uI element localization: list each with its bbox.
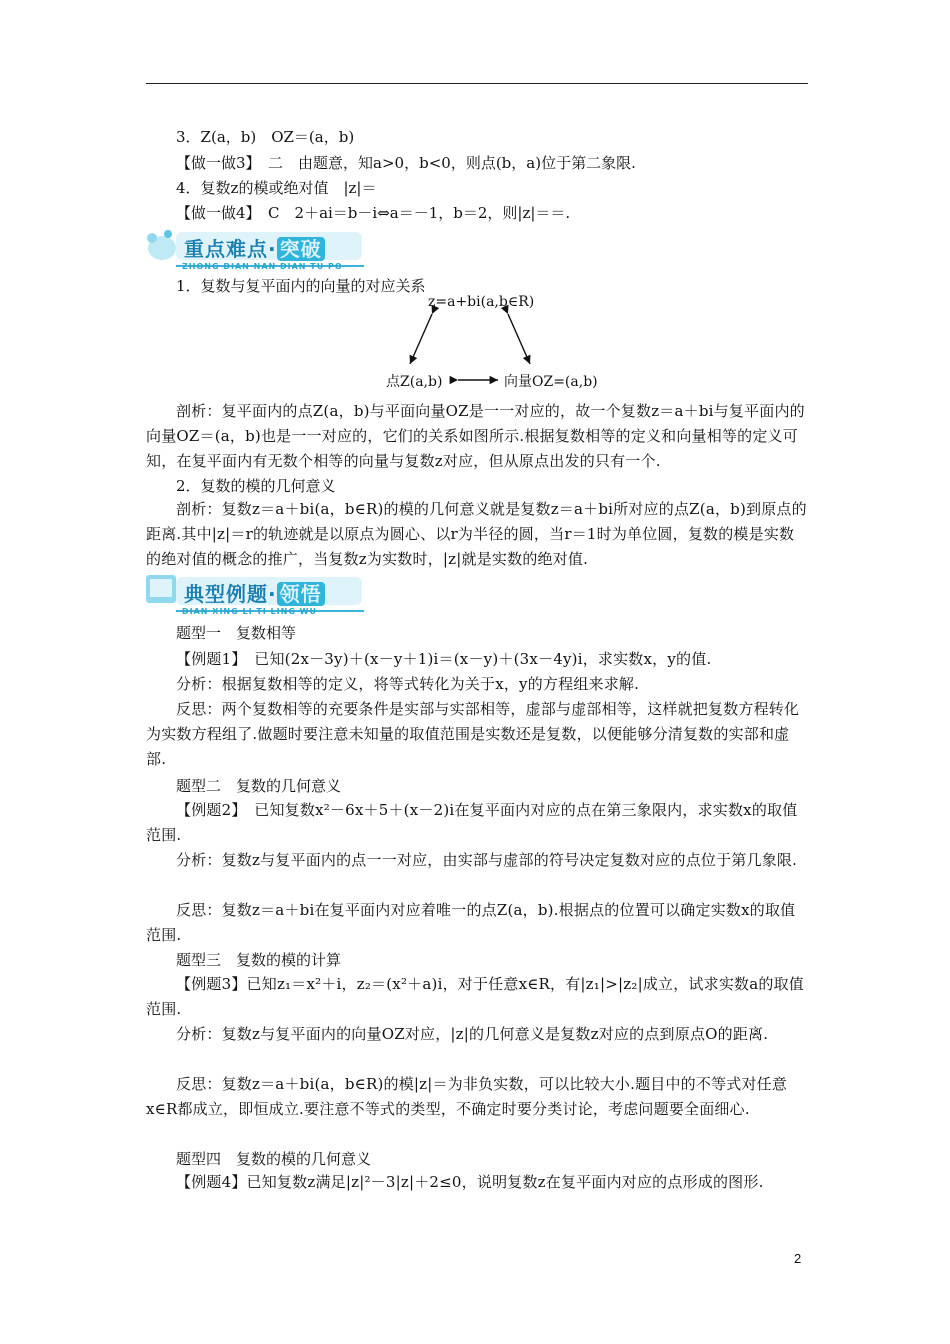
banner2-pinyin: DIAN XING LI TI LING WU [182, 607, 317, 616]
line-3: 3．Z(a，b) OZ＝(a，b) [176, 128, 355, 146]
arrow-right [508, 314, 530, 364]
page-number: 2 [794, 1251, 802, 1266]
typical-examples-banner [142, 571, 372, 619]
arrow-left [410, 314, 432, 364]
example-2: 【例题2】 已知复数x²－6x＋5＋(x－2)i在复平面内对应的点在第三象限内，求实数x的取值范围. [146, 801, 798, 844]
analysis-1: 剖析：复平面内的点Z(a，b)与平面向量OZ是一一对应的，故一个复数z＝a＋bi与复平面内的向量OZ＝(a，b)也是一一对应的，它们的关系如图所示.根据复数相等的定义和向量相等的定义可知，在复平面内有无数个相等的向量与复数z对应，但从原点出发的只有一个. [146, 402, 805, 470]
banner1-pinyin: ZHONG DIAN NAN DIAN TU PO [182, 262, 343, 271]
try-it-3: 【做一做3】 二 由题意，知a>0，b<0，则点(b，a)位于第二象限. [176, 154, 636, 172]
diagram-vector: 向量OZ=(a,b) [504, 374, 598, 390]
correspondence-diagram [380, 292, 620, 396]
banner2-title: 典型例题 [184, 582, 268, 606]
header-rule [146, 83, 808, 84]
type-3-title: 题型三 复数的模的计算 [176, 951, 342, 969]
analysis-example-3: 分析：复数z与复平面内的向量OZ对应，|z|的几何意义是复数z对应的点到原点O的距离. [176, 1025, 769, 1043]
analysis-example-2: 分析：复数z与复平面内的点一一对应，由实部与虚部的符号决定复数对应的点位于第几象限. [176, 851, 798, 869]
banner2-dot: · [268, 582, 277, 606]
diagram-complex-number: z=a+bi(a,b∈R) [428, 294, 535, 310]
line-4: 4．复数z的模或绝对值 |z|＝ [176, 179, 377, 197]
heading-vector-correspondence: 1．复数与复平面内的向量的对应关系 [176, 277, 426, 295]
example-1: 【例题1】 已知(2x－3y)＋(x－y＋1)i＝(x－y)＋(3x－4y)i，求实数x，y的值. [176, 650, 712, 668]
banner1-dot: · [268, 237, 277, 261]
diagram-point: 点Z(a,b) [386, 374, 443, 390]
type-1-title: 题型一 复数相等 [176, 624, 297, 642]
reflection-example-3: 反思：复数z＝a＋bi(a，b∈R)的模|z|＝为非负实数，可以比较大小.题目中的不等式对任意x∈R都成立，即恒成立.要注意不等式的类型，不确定时要分类讨论，考虑问题要全面细心. [146, 1075, 788, 1118]
try-it-4: 【做一做4】 C 2＋ai＝b－i⇔a＝－1，b＝2，则|z|＝＝. [176, 204, 571, 222]
reflection-example-1: 反思：两个复数相等的充要条件是实部与实部相等，虚部与虚部相等，这样就把复数方程转化为实数方程组了.做题时要注意未知量的取值范围是实数还是复数，以便能够分清复数的实部和虚部. [146, 700, 800, 768]
type-4-title: 题型四 复数的模的几何意义 [176, 1150, 372, 1168]
analysis-2: 剖析：复数z＝a＋bi(a，b∈R)的模的几何意义就是复数z＝a＋bi所对应的点Z(a，b)到原点的距离.其中|z|＝r的轨迹就是以原点为圆心、以r为半径的圆，当r＝1时为单位圆，复数的模是实数的绝对值的概念的推广，当复数z为实数时，|z|就是实数的绝对值. [146, 500, 807, 568]
banner2-highlight: 领悟 [277, 582, 325, 606]
banner1-highlight: 突破 [277, 237, 325, 261]
key-points-banner [142, 226, 372, 274]
type-2-title: 题型二 复数的几何意义 [176, 777, 342, 795]
example-4: 【例题4】已知复数z满足|z|²－3|z|＋2≤0，说明复数z在复平面内对应的点形成的图形. [176, 1173, 764, 1191]
banner1-title: 重点难点 [184, 237, 268, 261]
heading-modulus-geometry: 2．复数的模的几何意义 [176, 477, 336, 495]
example-3: 【例题3】已知z₁＝x²＋i，z₂＝(x²＋a)i，对于任意x∈R，有|z₁|>|z₂|成立，试求实数a的取值范围. [146, 975, 804, 1018]
reflection-example-2: 反思：复数z＝a＋bi在复平面内对应着唯一的点Z(a，b).根据点的位置可以确定实数x的取值范围. [146, 901, 796, 944]
analysis-example-1: 分析：根据复数相等的定义，将等式转化为关于x，y的方程组来求解. [176, 675, 640, 693]
